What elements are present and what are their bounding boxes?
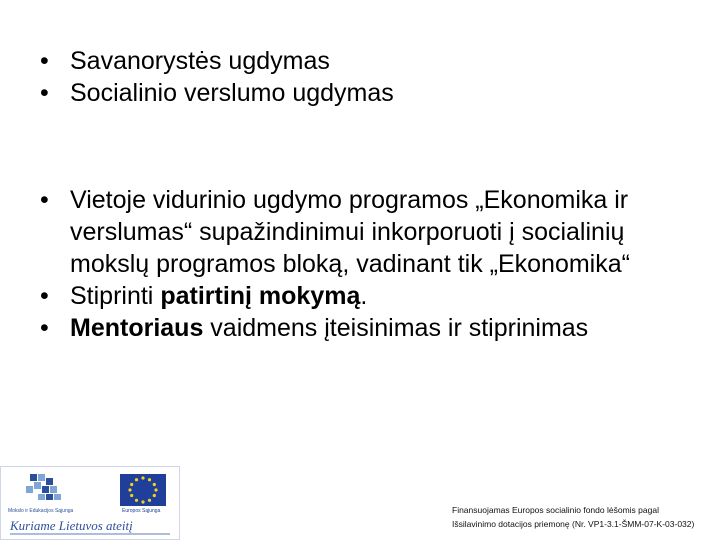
bullet-mentor-role: [40, 312, 680, 344]
slogan-text: Kuriame Lietuvos ateitį: [10, 518, 133, 533]
eu-flag-icon: [120, 474, 166, 506]
logo-caption-left: Mokslo ir Edukacijos Sąjunga: [8, 508, 74, 514]
bullet-mentor-text: vaidmens įteisinimas ir stiprinimas: [203, 314, 589, 342]
footer-logos: [0, 466, 180, 540]
funding-note: [452, 503, 714, 531]
bullet-volunteering: • Savanorystės ugdymas: [40, 45, 680, 77]
bullet-experiential-bold: patirtinį mokymą: [160, 282, 361, 310]
bullet-mentor-bold: Mentoriaus: [70, 314, 204, 342]
logo-caption-right: Europos Sąjunga: [122, 508, 161, 514]
bullet-social-entrepreneurship: • Socialinio verslumo ugdymas: [40, 77, 680, 109]
bullet-experiential-text: Stiprinti: [70, 282, 161, 310]
main-bullet-list: [40, 184, 680, 344]
bullet-experiential-end: .: [360, 282, 368, 310]
bullet-economics-program: • Vietoje vidurinio ugdymo programos „Ekonomika ir verslumas“ supažindinimui inkorporuoti į socialinių mokslų programos bloką, vadinant tik „Ekonomika“: [40, 184, 680, 280]
partner-logos-image: [0, 466, 180, 540]
funding-note-line-2: Išsilavinimo dotacijos priemonę (Nr. VP1-3.1-ŠMM-07-K-03-032): [452, 519, 695, 529]
bullet-experiential-learning: [40, 280, 680, 312]
top-bullet-list: [40, 45, 680, 109]
funding-note-line-1: Finansuojamas Europos socialinio fondo lėšomis pagal: [452, 505, 659, 515]
